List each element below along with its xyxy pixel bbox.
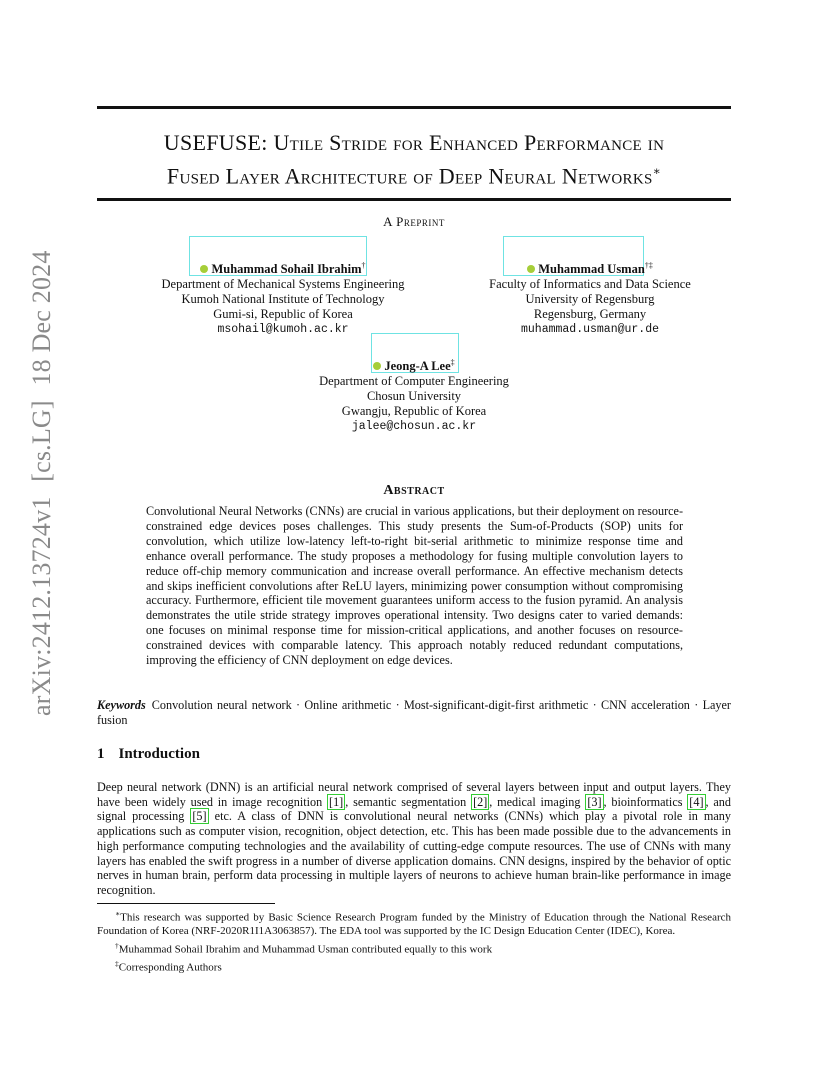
author-block-3 (264, 355, 564, 434)
author-affiliation: Kumoh National Institute of Technology (181, 292, 385, 307)
keywords-label: Keywords (97, 698, 146, 712)
orcid-icon[interactable] (373, 362, 381, 370)
arxiv-date: 18 Dec 2024 (27, 250, 56, 386)
intro-text: , bioinformatics (603, 794, 688, 809)
footnote-text: Corresponding Authors (118, 961, 222, 974)
footnotes (97, 907, 731, 975)
arxiv-stamp[interactable] (22, 250, 62, 720)
author-block-1 (118, 258, 448, 337)
author-email[interactable]: jalee@chosun.ac.kr (351, 420, 477, 434)
footnote (97, 907, 731, 939)
footnote-mark: † (115, 940, 119, 950)
title-line-1 (97, 128, 731, 157)
footnote (97, 957, 731, 975)
footnote-rule (97, 903, 275, 904)
paper-title (97, 128, 731, 190)
author-marks: †‡ (644, 261, 653, 270)
author-name: Jeong-A Lee (384, 359, 451, 374)
author-affiliation: Department of Computer Engineering (319, 374, 509, 389)
intro-text: , semantic segmentation (345, 794, 472, 809)
footnote-mark: ∗ (115, 909, 121, 918)
author-affiliation: Department of Mechanical Systems Engineering (161, 277, 405, 292)
citation-link[interactable]: [5] (192, 809, 207, 824)
title-rule-top (97, 106, 731, 109)
footnote-text: This research was supported by Basic Science Research Program funded by the Ministry of Education through the National Research Foundation of Korea (NRF-2020R1I1A3063857). The EDA tool was supported by the IC Design Education Center (IDEC), Korea. (97, 911, 731, 938)
orcid-icon[interactable] (200, 265, 208, 273)
title-footnote-mark[interactable]: ∗ (652, 164, 662, 178)
author-affiliation: Faculty of Informatics and Data Science (489, 277, 691, 292)
author-affiliation: Gwangju, Republic of Korea (341, 404, 487, 419)
author-email[interactable]: muhammad.usman@ur.de (520, 323, 660, 337)
intro-text: , and signal processing (97, 794, 731, 824)
author-affiliation: Chosun University (366, 389, 462, 404)
footnote (97, 939, 731, 957)
intro-text: etc. A class of DNN is convolutional neural networks (CNNs) which play a pivotal role in many applications such as computer vision, recognition, object detection, etc. This has been made possible due to the advancements in high performance computing technologies and the availability of cutting-edge compute resources. The use of CNNs with many layers has enabled the swift progress in a number of diverse application domains. CNN designs, inspired by the behavior of optic nerves in human brain, perform data processing in multiple layers of neurons to achieve human brain-like performance in image recognition. (97, 809, 731, 897)
orcid-icon[interactable] (527, 265, 535, 273)
title-acronym: USEFUSE: (163, 130, 274, 155)
keywords (97, 698, 731, 728)
citation-link[interactable]: [3] (587, 794, 602, 809)
abstract-text: Convolutional Neural Networks (CNNs) are crucial in various applications, but their deployment on resource-constrained edge devices poses challenges. This study presents the Sum-of-Products (SOP) units for convolution, which utilize low-latency left-to-right bit-serial arithmetic to minimize response time and enhance overall performance. The study proposes a methodology for fusing multiple convolution layers to reduce off-chip memory communication and increase overall performance. An effective mechanism detects and skips inefficient convolutions after ReLU layers, minimizing power consumption without compromising accuracy. Furthermore, efficient tile movement guarantees uniform access to the fusion pyramid. An analysis demonstrates the utile stride strategy improves operational intensity. Two designs cater to varied demands: one focuses on minimal response time for mission-critical applications, and another focuses on resource-constrained devices with comparable latency. This approach notably reduced redundant computations, improving the efficiency of CNN deployment on edge devices. (146, 504, 683, 668)
citation-link[interactable]: [2] (473, 794, 488, 809)
author-name: Muhammad Sohail Ibrahim (211, 262, 362, 277)
keywords-text: Convolution neural network · Online arithmetic · Most-significant-digit-first arithmetic · CNN acceleration · Layer fusion (97, 698, 731, 727)
section-title: Introduction (118, 746, 200, 762)
author-name: Muhammad Usman (538, 262, 645, 277)
author-block-2 (440, 258, 740, 337)
intro-text: , medical imaging (489, 794, 586, 809)
author-affiliation: Regensburg, Germany (533, 307, 647, 322)
title-line-1-text: Utile Stride for Enhanced Performance in (273, 130, 665, 155)
author-affiliation: University of Regensburg (525, 292, 655, 307)
section-heading (97, 746, 200, 763)
title-line-2 (97, 157, 731, 190)
footnote-text: Muhammad Sohail Ibrahim and Muhammad Usman contributed equally to this work (118, 943, 493, 956)
section-number: 1 (97, 746, 105, 762)
intro-paragraph (97, 780, 731, 898)
citation-link[interactable]: [4] (689, 794, 704, 809)
title-rule-bottom (97, 198, 731, 201)
author-marks: ‡ (450, 358, 455, 367)
title-line-2-text: Fused Layer Architecture of Deep Neural Networks (166, 163, 653, 189)
author-marks: † (361, 261, 366, 270)
intro-text: Deep neural network (DNN) is an artificial neural network comprised of several layers between input and output layers. They have been widely used in image recognition (97, 780, 731, 809)
arxiv-category: [cs.LG] (27, 400, 56, 482)
footnote-mark: ‡ (115, 959, 119, 969)
abstract-heading: Abstract (383, 483, 445, 498)
arxiv-id: arXiv:2412.13724v1 (27, 496, 56, 716)
preprint-label: A Preprint (383, 214, 445, 229)
citation-link[interactable]: [1] (329, 794, 344, 809)
author-affiliation: Gumi-si, Republic of Korea (213, 307, 353, 322)
author-email[interactable]: msohail@kumoh.ac.kr (217, 323, 349, 337)
